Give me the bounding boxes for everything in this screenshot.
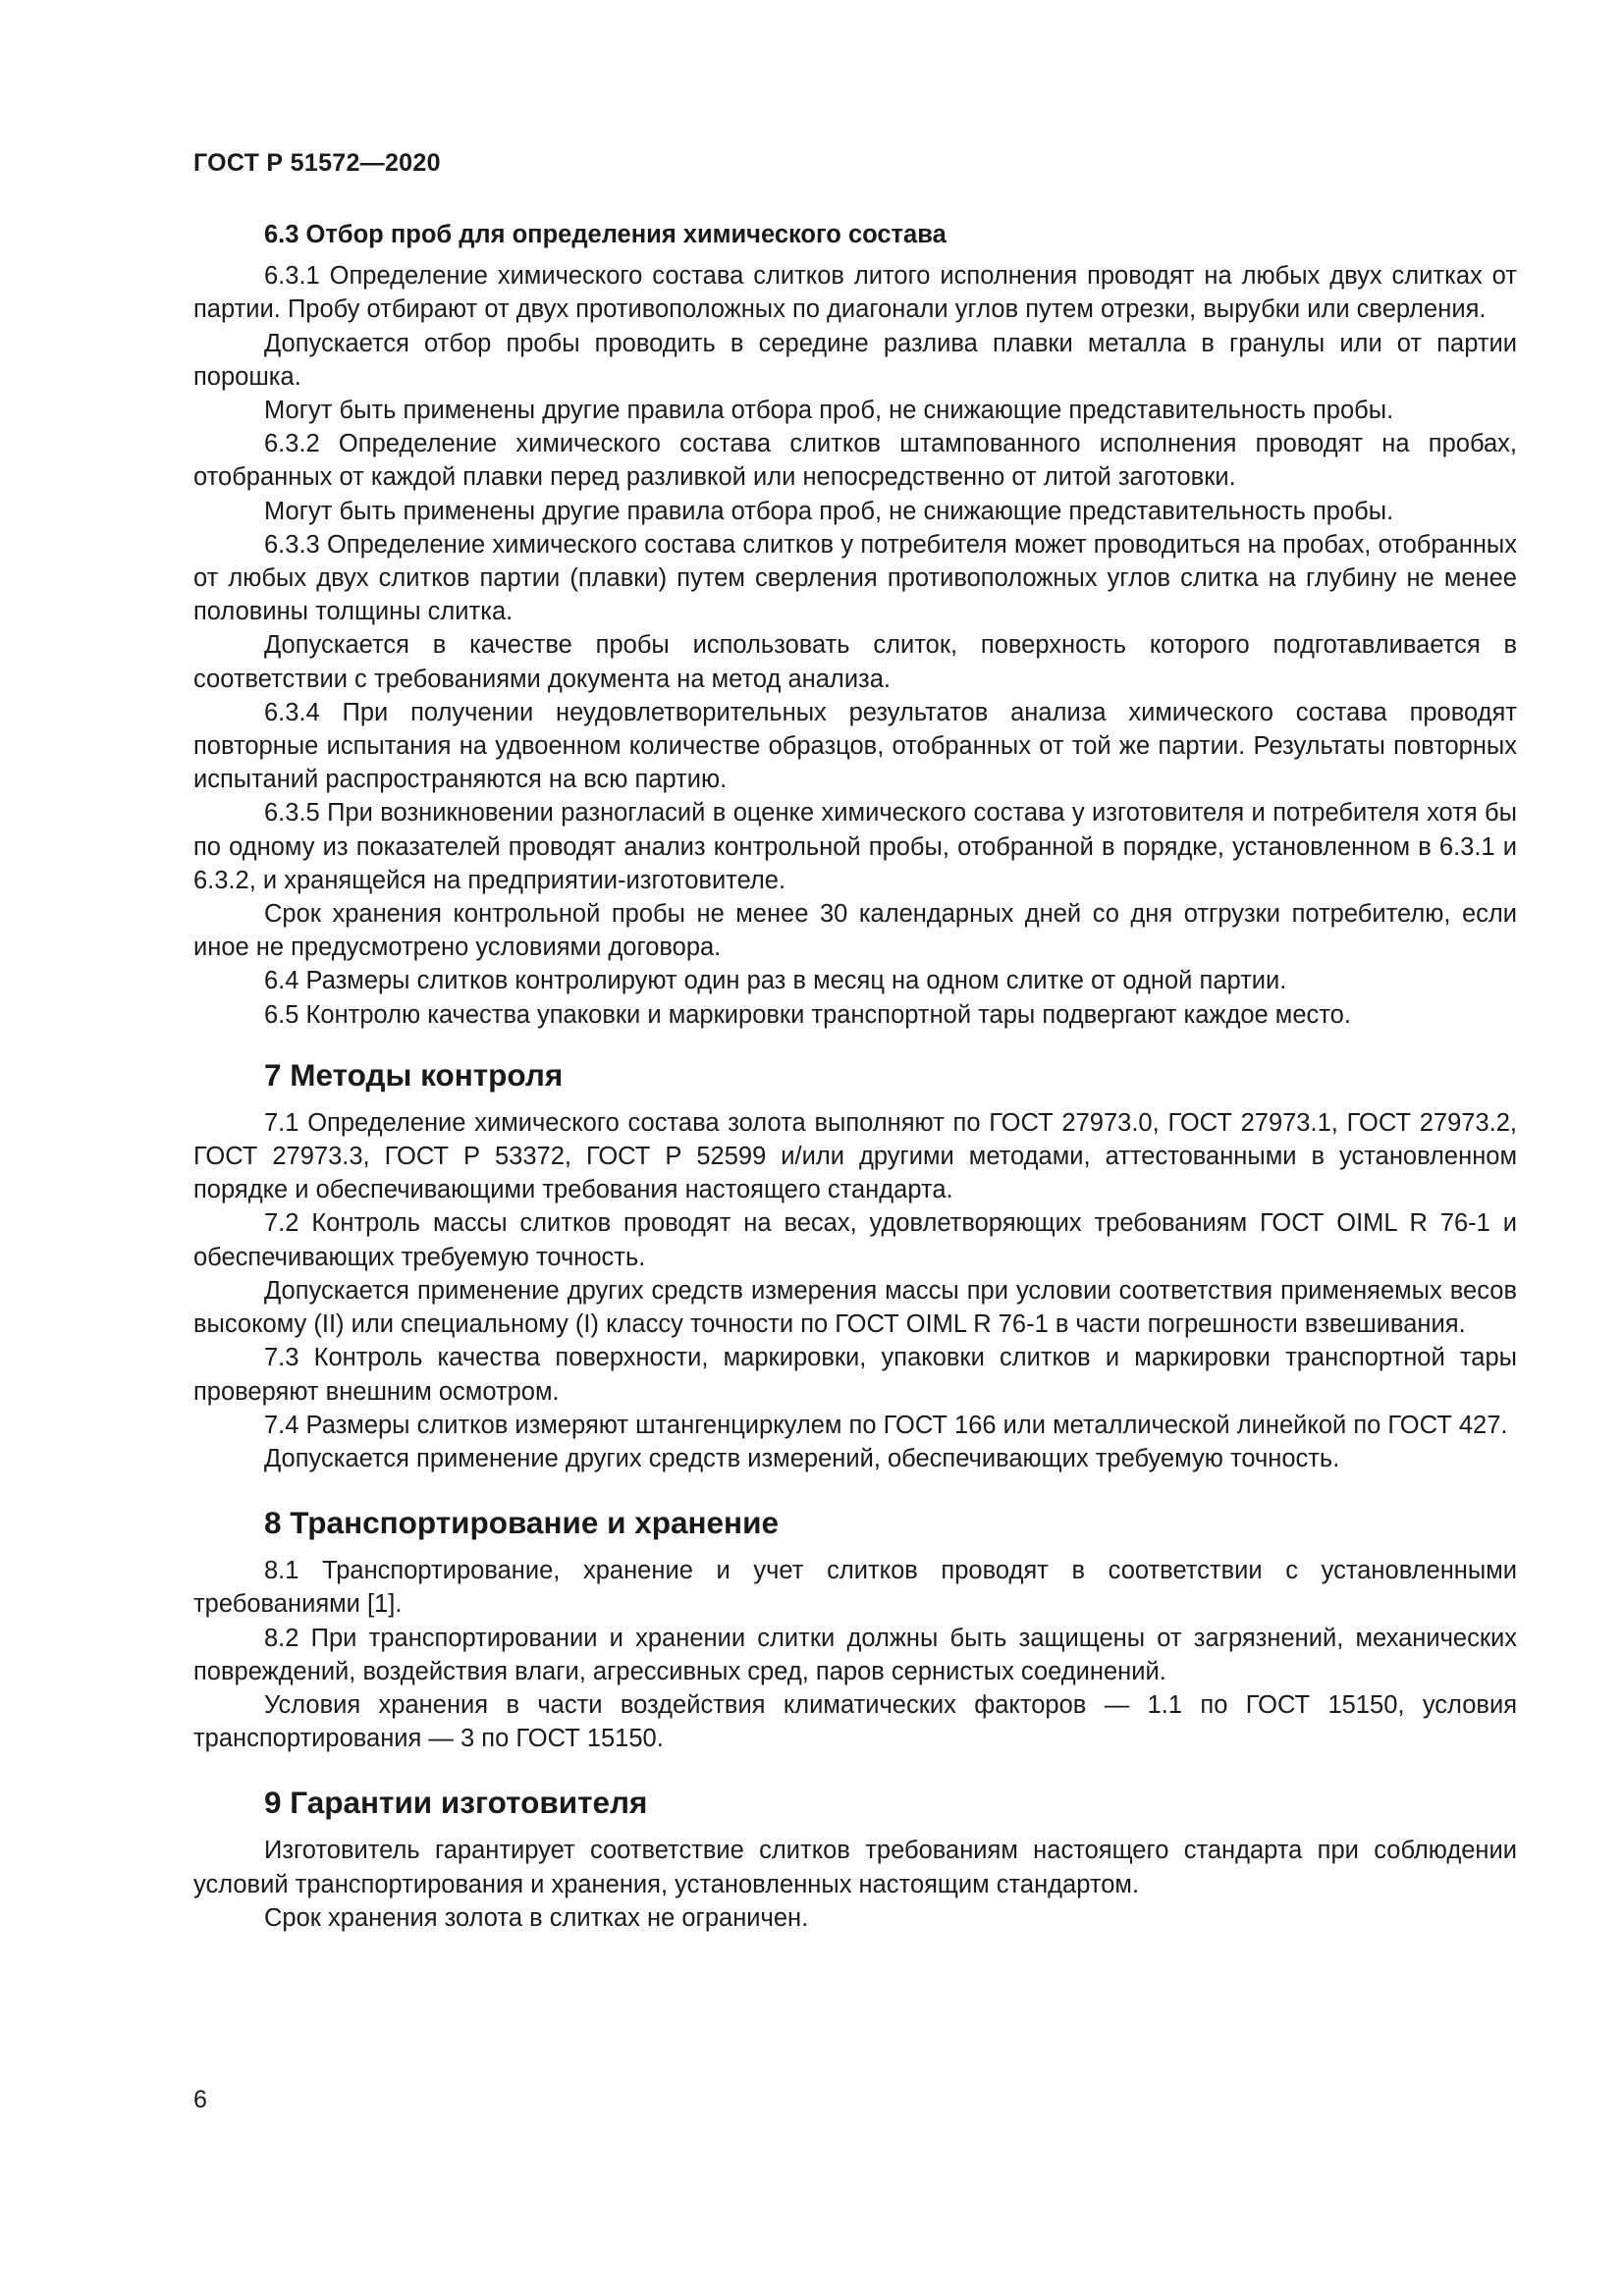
- paragraph: Могут быть применены другие правила отбора проб, не снижающие представительность пробы.: [264, 497, 1394, 525]
- paragraph-8-1: 8.1 Транспортирование, хранение и учет слитков проводят в соответствии с установленными требованиями [1].: [193, 1557, 1517, 1619]
- paragraph-6-3-5: 6.3.5 При возникновении разногласий в оценке химического состава у изготовителя и потребителя хотя бы по одному из показателей проводят анализ контрольной пробы, отобранной в порядке, установленном в 6.3.1 и 6.3.2, и хранящейся на предприятии-изготовителе.: [193, 799, 1517, 894]
- paragraph: Могут быть применены другие правила отбора проб, не снижающие представительность пробы.: [264, 397, 1394, 425]
- paragraph-8-2: 8.2 При транспортировании и хранении слитки должны быть защищены от загрязнений, механических повреждений, воздействия влаги, агрессивных сред, паров сернистых соединений.: [193, 1624, 1517, 1685]
- paragraph-6-3-2: 6.3.2 Определение химического состава слитков штампованного исполнения проводят на пробах, отобранных от каждой плавки перед разливкой или непосредственно от литой заготовки.: [193, 430, 1517, 492]
- paragraph-7-3: 7.3 Контроль качества поверхности, маркировки, упаковки слитков и маркировки транспортной тары проверяют внешним осмотром.: [193, 1344, 1517, 1406]
- document-code: ГОСТ Р 51572—2020: [193, 149, 441, 177]
- paragraph: Срок хранения золота в слитках не ограничен.: [264, 1903, 809, 1932]
- page-number: 6: [193, 2086, 207, 2113]
- paragraph: Допускается применение других средств измерений, обеспечивающих требуемую точность.: [264, 1444, 1340, 1472]
- page-content: [193, 218, 1517, 1935]
- section-title-8: 8 Транспортирование и хранение: [264, 1505, 779, 1541]
- section-title-7: 7 Методы контроля: [264, 1056, 564, 1093]
- paragraph-7-1: 7.1 Определение химического состава золота выполняют по ГОСТ 27973.0, ГОСТ 27973.1, ГОСТ 27973.2, ГОСТ 27973.3, ГОСТ Р 53372, ГОСТ Р 52599 и/или другими методами, аттестованными в установленном порядке и обеспечивающими требования настоящего стандарта.: [193, 1108, 1517, 1204]
- paragraph-6-3-4: 6.3.4 При получении неудовлетворительных результатов анализа химического состава проводят повторные испытания на удвоенном количестве образцов, отобранных от той же партии. Результаты повторных испытаний распространяются на всю партию.: [193, 698, 1517, 794]
- paragraph-7-2: 7.2 Контроль массы слитков проводят на весах, удовлетворяющих требованиям ГОСТ OIML R 76-1 и обеспечивающих требуемую точность.: [193, 1209, 1517, 1271]
- paragraph: Допускается применение других средств измерения массы при условии соответствия применяемых весов высокому (II) или специальному (I) классу точности по ГОСТ OIML R 76-1 в части погрешности взвешивания.: [193, 1276, 1517, 1339]
- paragraph: Допускается в качестве пробы использовать слиток, поверхность которого подготавливается в соответствии с требованиями документа на метод анализа.: [193, 631, 1517, 693]
- paragraph: Срок хранения контрольной пробы не менее 30 календарных дней со дня отгрузки потребителю, если иное не предусмотрено условиями договора.: [193, 900, 1517, 962]
- paragraph-6-5: 6.5 Контролю качества упаковки и маркировки транспортной тары подвергают каждое место.: [264, 1000, 1351, 1029]
- paragraph-7-4: 7.4 Размеры слитков измеряют штангенциркулем по ГОСТ 166 или металлической линейкой по ГОСТ 427.: [264, 1411, 1508, 1439]
- paragraph: Изготовитель гарантирует соответствие слитков требованиям настоящего стандарта при соблюдении условий транспортирования и хранения, установленных настоящим стандартом.: [193, 1837, 1517, 1898]
- paragraph: Условия хранения в части воздействия климатических факторов — 1.1 по ГОСТ 15150, условия транспортирования — 3 по ГОСТ 15150.: [193, 1690, 1517, 1753]
- subsection-heading-6-3: 6.3 Отбор проб для определения химического состава: [264, 221, 947, 248]
- paragraph: Допускается отбор пробы проводить в середине разлива плавки металла в гранулы или от партии порошка.: [193, 329, 1517, 391]
- section-title-9: 9 Гарантии изготовителя: [264, 1785, 648, 1821]
- paragraph-6-3-1: 6.3.1 Определение химического состава слитков литого исполнения проводят на любых двух слитках от партии. Пробу отбирают от двух противоположных по диагонали углов путем отрезки, вырубки или сверления.: [193, 262, 1517, 324]
- paragraph-6-4: 6.4 Размеры слитков контролируют один раз в месяц на одном слитке от одной партии.: [264, 967, 1287, 995]
- paragraph-6-3-3: 6.3.3 Определение химического состава слитков у потребителя может проводиться на пробах, отобранных от любых двух слитков партии (плавки) путем сверления противоположных углов слитка на глубину не менее половины толщины слитка.: [193, 530, 1517, 626]
